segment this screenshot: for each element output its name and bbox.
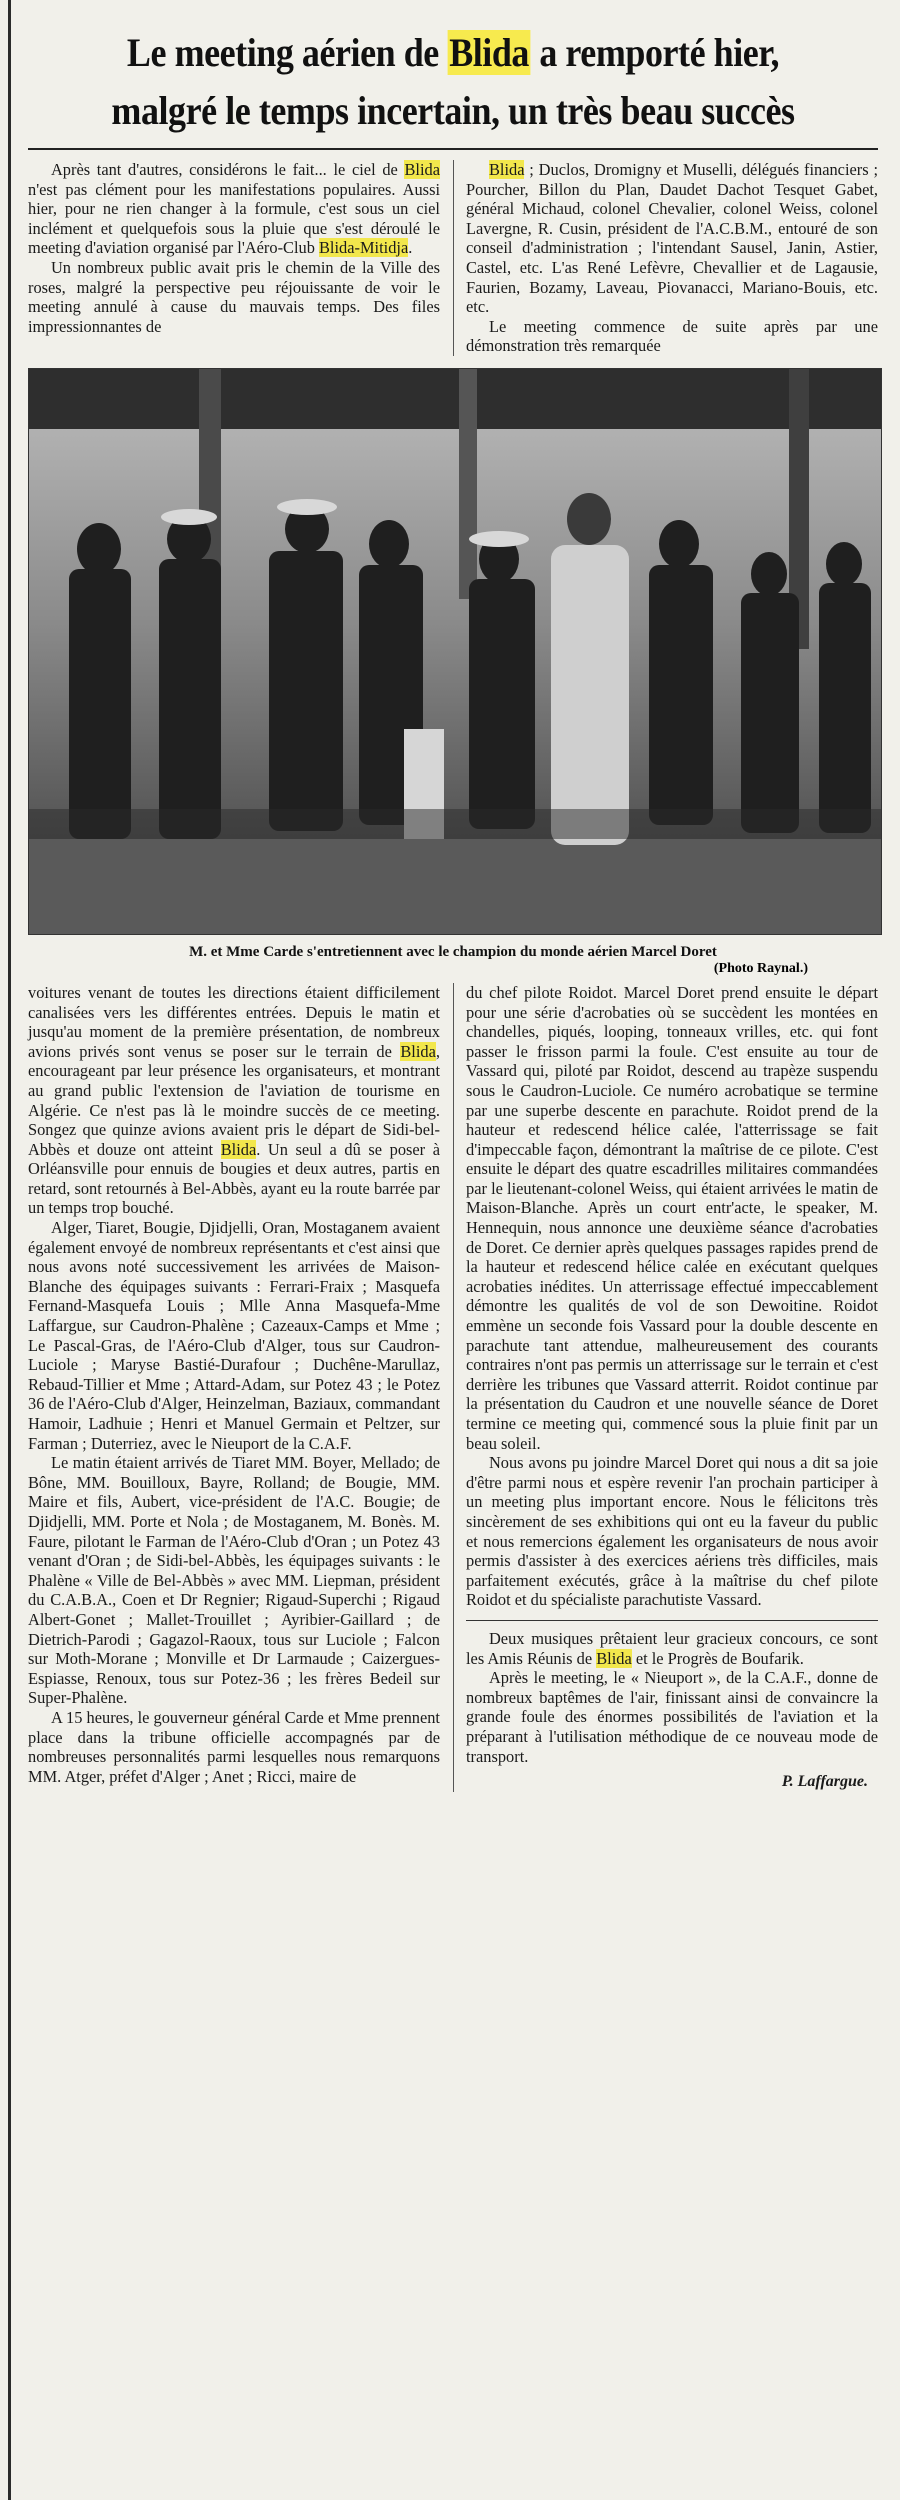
paragraph xyxy=(28,983,440,1218)
paragraph xyxy=(28,258,440,336)
headline-line-2: malgré le temps incertain, un très beau succès xyxy=(111,88,795,133)
paragraph xyxy=(28,1218,440,1453)
bottom-right-column-wrap xyxy=(453,983,878,1792)
headline-rule xyxy=(28,148,878,150)
paragraph xyxy=(28,160,440,258)
paragraph-text: et le Progrès de Boufarik. xyxy=(631,1648,804,1668)
top-right-column xyxy=(453,160,878,356)
highlighted-word: Blida xyxy=(220,1139,257,1159)
bottom-right-column xyxy=(466,983,878,1766)
bottom-columns xyxy=(28,983,878,1792)
paragraph-text: Un nombreux public avait pris le chemin de la Ville des roses, malgré la perspective peu réjouissante de voir le meeting annulé à cause du mauvais temps. Des files impressionnantes de xyxy=(28,257,440,336)
photo-block xyxy=(28,368,878,977)
paragraph-text: Nous avons pu joindre Marcel Doret qui nous a dit sa joie d'être parmi nous et espère revenir l'an prochain participer à un meeting plus important encore. Nous le félicitons très sincèrement de ses exhibitions qui ont eu la faveur du public et nous remercions également les organisateurs de nous avoir permis d'assister à des exercices aériens très difficiles, mais parfaitement exécutés, grâce à la maîtrise du chef pilote Roidot et du spécialiste parachutiste Vassard. xyxy=(466,1453,878,1610)
paragraph xyxy=(466,1629,878,1668)
photo-illustration xyxy=(29,369,881,934)
paragraph-text: . xyxy=(408,238,413,258)
paragraph xyxy=(466,1453,878,1610)
page-edge-line xyxy=(8,0,11,2500)
paragraph-text: , encourageant par leur présence les organisateurs, et montrant au grand public l'extension de l'aviation de tourisme en Algérie. Ce n'est pas là le moindre succès de ce meeting. Songez que quinze avions avaient pris le départ de Sidi-bel-Abbès et douze ont atteint xyxy=(28,1041,440,1159)
paragraph-text: ; Duclos, Dromigny et Muselli, délégués financiers ; Pourcher, Billon du Plan, Daudet Dachot Tesquet Gabet, général Michaud, colonel Chevalier, colonel Weiss, colonel Lavergne, R. Cusin, président de l'A.C.B.M., entouré de son conseil d'administration ; l'intendant Sausel, Janin, Astier, Castel, etc. L'as René Lefèvre, Chevallier et de Lagausie, Faurien, Bozamy, Laveau, Piovanacci, Mariano-Bouis, etc. etc. xyxy=(466,160,878,317)
top-columns xyxy=(28,160,878,356)
highlighted-word: Blida-Mitidja xyxy=(319,238,409,258)
paragraph xyxy=(28,1708,440,1786)
paragraph-text: n'est pas clément pour les manifestations populaires. Aussi hier, pour ne rien changer à la formule, c'est sous un ciel inclément et quelquefois sous la pluie que s'est déroulé le meeting d'aviation organisé par l'Aéro-Club xyxy=(28,179,440,258)
highlighted-word: Blida xyxy=(488,160,525,179)
headline-highlight-blida: Blida xyxy=(449,30,529,75)
paragraph xyxy=(466,983,878,1453)
section-rule xyxy=(466,1620,878,1621)
paragraph-text: voitures venant de toutes les directions étaient difficilement canalisées vers les différentes entrées. Depuis le matin et jusqu'au moment de la première présentation, de nombreux avions privés sont venus se poser sur le terrain de xyxy=(28,982,440,1061)
paragraph-text: Après le meeting, le « Nieuport », de la C.A.F., donne de nombreux baptêmes de l'air, finissant ainsi de convaincre la grande foule des énormes possibilités de l'aviation et la préparant à l'utilisation méthodique de ce nouveau mode de transport. xyxy=(466,1668,878,1766)
paragraph-text: . Un seul a dû se poser à Orléansville pour ennuis de bougies et deux autres, partis en retard, sont retournés à Bel-Abbès, ayant eu la route barrée par un temps trop bouché. xyxy=(28,1139,441,1218)
headline-line-1 xyxy=(71,24,836,82)
paragraph-text: Deux musiques prêtaient leur gracieux concours, ce sont les Amis Réunis de xyxy=(466,1628,878,1668)
photo-credit: (Photo Raynal.) xyxy=(713,960,808,976)
headline-text-a: Le meeting aérien de xyxy=(126,30,448,75)
headline-text-b: a remporté hier, xyxy=(530,30,780,75)
paragraph-text: Alger, Tiaret, Bougie, Djidjelli, Oran, Mostaganem avaient également envoyé de nombreux représentants et c'est ainsi que nous avons noté successivement les arrivées de Maison-Blanche des équipages suivants : Ferrari-Fraix ; Masquefa Fernand-Masquefa Louis ; Mlle Anna Masquefa-Mme Laffargue, sur Caudron-Phalène ; Cazeaux-Camps et Mme ; Le Pascal-Gras, de l'Aéro-Club d'Alger, tous sur Caudron-Luciole ; Maryse Bastié-Durafour ; Duchêne-Marullaz, Rebaud-Tillier et Mme ; Attard-Adam, sur Potez 43 ; le Potez 36 de l'Aéro-Club d'Alger, Heinzelman, Baziaux, commandant Hamoir, Ladhuie ; Henri et Manuel Germain et Peltzer, sur Farman ; Duterriez, avec le Nieuport de la C.A.F. xyxy=(28,1218,440,1453)
news-photo xyxy=(28,368,882,935)
paragraph-text: Le matin étaient arrivés de Tiaret MM. Boyer, Mellado; de Bône, MM. Bouilloux, Bayre, Rolland; de Bougie, MM. Maire et fils, Aubert, vice-président de l'A.C. Bougie; de Djidjelli, MM. Porte et Nola ; de Mostaganem, M. Bonès. M. Faure, pilotant le Farman de l'Aéro-Club d'Oran ; un Potez 43 venant d'Oran ; de Sidi-bel-Abbès, les équipages suivants : le Phalène « Ville de Bel-Abbès » avec MM. Liepman, président du C.A.B.A., Coen et Dr Regnier; Rigaud-Superchi ; Rigaud Albert-Gonet ; Mallet-Trouillet ; Ayribier-Gaillard ; de Dietrich-Parodi ; Gagazol-Raoux, tous sur Luciole ; Falcon sur Moth-Morane ; Monville et Dr Larmaude ; Caizergues-Espiasse, Renoux, tous sur Potez-36 ; les frères Bedeil sur Super-Phalène. xyxy=(28,1453,440,1708)
highlighted-word: Blida xyxy=(400,1041,436,1061)
paragraph xyxy=(466,1668,878,1766)
highlighted-word: Blida xyxy=(404,160,440,179)
paragraph xyxy=(466,317,878,356)
top-left-column xyxy=(28,160,440,356)
paragraph-text: A 15 heures, le gouverneur général Carde et Mme prennent place dans la tribune officielle accompagnés par de nombreuses personnalités parmi lesquelles nous remarquons MM. Atger, préfet d'Alger ; Anet ; Ricci, maire de xyxy=(28,1707,440,1786)
signature: P. Laffargue. xyxy=(781,1773,868,1791)
bottom-left-column xyxy=(28,983,440,1792)
highlighted-word: Blida xyxy=(596,1648,632,1668)
paragraph xyxy=(466,160,878,317)
paragraph-text: du chef pilote Roidot. Marcel Doret prend ensuite le départ pour une série d'acrobaties où se succèdent les montées en chandelles, piqués, looping, tonneaux vrilles, etc. qui font passer le frisson parmi la foule. C'est ensuite au tour de Vassard qui, piloté par Roidot, descend au trapèze suspendu sous le Caudron-Luciole. Ce numéro acrobatique se termine par une superbe descente en parachute. Roidot prend de la hauteur et redescend hélice calée, l'atterrissage se fait d'impeccable façon, démontrant la maîtrise de ce pilote. C'est ensuite le départ des quatre escadrilles militaires commandées par le lieutenant-colonel Weiss, qui étaient arrivées le matin de Maison-Blanche. Après un court entr'acte, le speaker, M. Hennequin, nous annonce une deuxième séance d'acrobaties de Doret. Ce dernier après quelques passages rapides prend de la hauteur et redescend hélice calée en exécutant quelques acrobaties inédites. Un atterrissage effectué impeccablement démontre les qualités de vol de son Dewoitine. Roidot emmène un seconde fois Vassard pour la double descente en parachute tant attendue, malheureusement des courants contraires n'ont pas permis un atterrissage sur le terrain et c'est derrière les tribunes que Vassard atterrit. Roidot continue par la présentation du Caudron et une nouvelle séance de Doret termine ce meeting qui, commencé sous la pluie finit par un beau soleil. xyxy=(466,982,878,1453)
headline xyxy=(71,24,836,140)
paragraph-text: Le meeting commence de suite après par une démonstration très remarquée xyxy=(466,316,878,356)
paragraph-text: Après tant d'autres, considérons le fait... le ciel de xyxy=(50,160,405,179)
paragraph xyxy=(28,1453,440,1708)
photo-caption: M. et Mme Carde s'entretiennent avec le champion du monde aérien Marcel Doret xyxy=(189,943,717,960)
